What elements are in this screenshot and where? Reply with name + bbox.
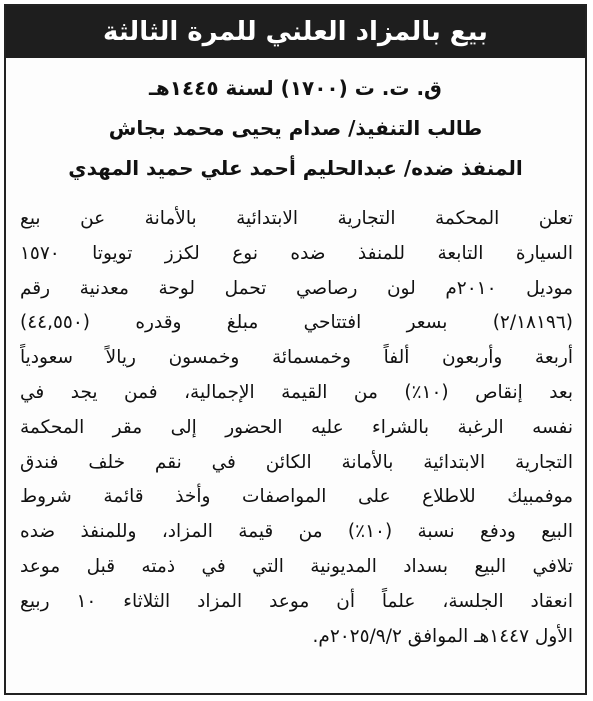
- case-number: ق. ت. ت (١٧٠٠) لسنة ١٤٤٥هـ: [149, 76, 442, 100]
- body-line: (٢/١٨١٩٦) بسعر افتتاحي مبلغ وقدره (٤٤,٥٥٠): [20, 312, 573, 334]
- body-line: البيع ودفع نسبة (١٠٪) من قيمة المزاد، وللمنفذ ضده: [20, 521, 573, 543]
- body-line: بعد إنقاص (١٠٪) من القيمة الإجمالية، فمن يجد في: [20, 381, 573, 403]
- body-line: أربعة وأربعون ألفاً وخمسمائة وخمسون ريالاً سعودياً: [20, 347, 573, 369]
- body-line: تلافي البيع بسداد المديونية التي في ذمته قبل موعد: [20, 555, 573, 577]
- auction-notice: [4, 4, 587, 695]
- body-line: موفمبيك للاطلاع على المواصفات وأخذ قائمة شروط: [20, 486, 573, 508]
- execution-debtor: المنفذ ضده/ عبدالحليم أحمد علي حميد المهدي: [68, 156, 523, 180]
- body-line: الأول ١٤٤٧هـ الموافق ٢٠٢٥/٩/٢م.: [312, 625, 573, 647]
- body-line: موديل ٢٠١٠م لون رصاصي تحمل لوحة معدنية رقم: [20, 277, 573, 299]
- body-line: انعقاد الجلسة، علماً أن موعد المزاد الثلاثاء ١٠ ربيع: [20, 590, 573, 612]
- notice-body: [20, 202, 573, 654]
- case-headings: [6, 68, 585, 188]
- body-line: نفسه الرغبة بالشراء عليه الحضور إلى مقر المحكمة: [20, 416, 573, 438]
- notice-title: بيع بالمزاد العلني للمرة الثالثة: [6, 6, 585, 58]
- execution-requester: طالب التنفيذ/ صدام يحيى محمد بجاش: [108, 116, 483, 140]
- body-line: السيارة التابعة للمنفذ ضده نوع لكزز تويوتا ١٥٧٠: [20, 242, 573, 264]
- body-line: التجارية الابتدائية بالأمانة الكائن في نقم خلف فندق: [20, 451, 573, 473]
- body-line: تعلن المحكمة التجارية الابتدائية بالأمانة عن بيع: [20, 208, 573, 229]
